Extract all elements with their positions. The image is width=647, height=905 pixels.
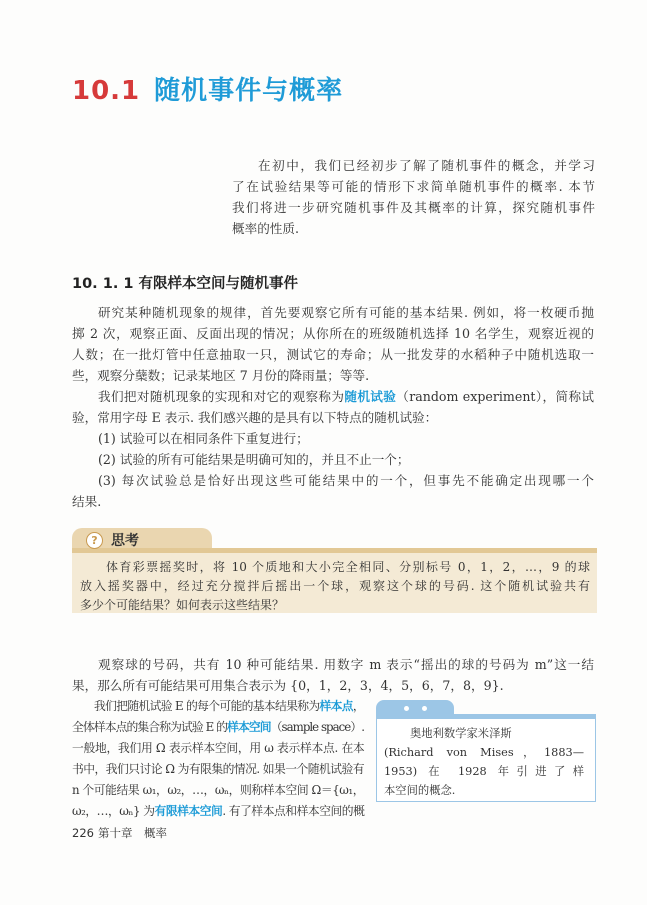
text-line <box>72 449 594 470</box>
key-term: 样本点 <box>319 699 353 713</box>
think-box <box>72 528 597 612</box>
body-text-2 <box>72 654 594 696</box>
text-segment: 本空间的概念. <box>384 784 456 797</box>
text-line <box>72 386 594 407</box>
text-line <box>72 675 594 696</box>
text-line <box>72 696 364 717</box>
text-segment: 研究某种随机现象的规律，首先要观察它所有可能的基本结果. 例如，将一枚硬币抛 <box>98 305 594 320</box>
text-line <box>72 780 364 801</box>
text-segment: 人数；在一批灯管中任意抽取一只，测试它的寿命；从一批发芽的水稻种子中随机选取一 <box>72 347 594 362</box>
page-footer <box>72 825 167 841</box>
text-segment: 我们把对随机现象的实现和对它的观察称为 <box>98 389 345 404</box>
text-segment: ， <box>352 699 364 713</box>
body-text-1 <box>72 302 594 512</box>
text-segment: (3) 每次试验总是恰好出现这些可能结果中的一个，但事先不能确定出现哪一个 <box>98 473 594 488</box>
text-segment: n 个可能结果 ω₁，ω₂，…，ωₙ，则称样本空间 Ω＝{ω₁， <box>72 783 364 797</box>
text-segment: 1953) 在 1928 年引进了样 <box>384 765 584 778</box>
text-segment: 书中，我们只讨论 Ω 为有限集的情况. 如果一个随机试验有 <box>72 762 364 776</box>
section-title: 随机事件与概率 <box>154 76 344 106</box>
key-term: 随机试验 <box>344 389 397 404</box>
text-segment: 结果. <box>72 494 102 509</box>
text-line <box>384 762 584 781</box>
dot <box>422 706 427 711</box>
text-line <box>72 470 594 491</box>
text-line <box>72 801 364 822</box>
text-line <box>232 218 595 239</box>
text-segment: （sample space）. <box>270 720 364 734</box>
text-line <box>72 407 594 428</box>
text-segment: ω₂，…，ωₙ} 为 <box>72 804 155 818</box>
intro-paragraph <box>232 155 595 239</box>
text-segment: 些，观察分蘖数；记录某地区 7 月份的降雨量；等等. <box>72 368 370 383</box>
text-segment: 了在试验结果等可能的情形下求简单随机事件的概率. 本节 <box>232 179 595 194</box>
section-number: 10.1 <box>72 76 141 106</box>
chapter-title <box>72 70 343 107</box>
think-label-text: 思考 <box>111 533 139 549</box>
question-icon: ? <box>86 532 103 549</box>
think-text <box>80 558 590 615</box>
text-segment: 在初中，我们已经初步了解了随机事件的概念，并学习 <box>258 158 595 173</box>
text-segment: 放入摇奖器中，经过充分搅拌后摇出一个球，观察这个球的号码. 这个随机试验共有 <box>80 579 590 593</box>
key-term: 有限样本空间 <box>154 804 223 818</box>
text-segment: 全体样本点的集合称为试验 E 的 <box>72 720 228 734</box>
page-number: 226 <box>72 826 94 840</box>
subsection-heading: 10. 1. 1 有限样本空间与随机事件 <box>72 276 299 292</box>
text-segment: . 有了样本点和样本空间的概 <box>222 804 365 818</box>
text-segment: (1) 试验可以在相同条件下重复进行； <box>98 431 309 446</box>
text-line <box>232 155 595 176</box>
text-segment: 验，常用字母 E 表示. 我们感兴趣的是具有以下特点的随机试验： <box>72 410 438 425</box>
text-segment: 概率的性质. <box>232 221 299 236</box>
text-line <box>80 596 590 615</box>
chapter-name: 第十章 概率 <box>97 826 167 840</box>
text-segment: (Richard von Mises，1883— <box>384 746 584 759</box>
sidenote-box <box>374 700 596 802</box>
text-line <box>72 759 364 780</box>
text-line <box>72 365 594 386</box>
text-line <box>384 781 584 800</box>
text-line <box>80 577 590 596</box>
text-segment: 我们将进一步研究随机事件及其概率的计算，探究随机事件 <box>232 200 595 215</box>
text-line <box>384 724 584 743</box>
text-line <box>72 428 594 449</box>
sidenote-text <box>384 724 584 800</box>
text-line <box>232 176 595 197</box>
text-line <box>72 491 594 512</box>
dot <box>404 706 409 711</box>
text-line <box>72 654 594 675</box>
text-segment: （random experiment），简称试 <box>396 389 595 404</box>
text-line <box>72 323 594 344</box>
text-segment: 观察球的号码，共有 10 种可能结果. 用数字 m 表示“摇出的球的号码为 m”这一结 <box>98 657 594 672</box>
body-text-3 <box>72 696 364 822</box>
text-line <box>384 743 584 762</box>
text-line <box>72 344 594 365</box>
text-segment: 果，那么所有可能结果可用集合表示为 {0，1，2，3，4，5，6，7，8，9}. <box>72 678 504 693</box>
text-segment: 奥地利数学家米泽斯 <box>410 727 512 740</box>
think-label <box>86 530 139 550</box>
text-segment: 掷 2 次，观察正面、反面出现的情况；从你所在的班级随机选择 10 名学生，观察近视的 <box>72 326 594 341</box>
text-segment: 多少个可能结果？如何表示这些结果？ <box>80 598 285 612</box>
text-segment: (2) 试验的所有可能结果是明确可知的，并且不止一个； <box>98 452 410 467</box>
key-term: 样本空间 <box>227 720 271 734</box>
text-line <box>232 197 595 218</box>
text-segment: 体育彩票摇奖时，将 10 个质地和大小完全相同、分别标号 0，1，2，…，9 的球 <box>106 560 590 574</box>
text-line <box>80 558 590 577</box>
text-segment: 一般地，我们用 Ω 表示样本空间，用 ω 表示样本点. 在本 <box>72 741 365 755</box>
text-segment: 我们把随机试验 E 的每个可能的基本结果称为 <box>94 699 320 713</box>
text-line <box>72 738 364 759</box>
text-line <box>72 302 594 323</box>
text-line <box>72 717 364 738</box>
